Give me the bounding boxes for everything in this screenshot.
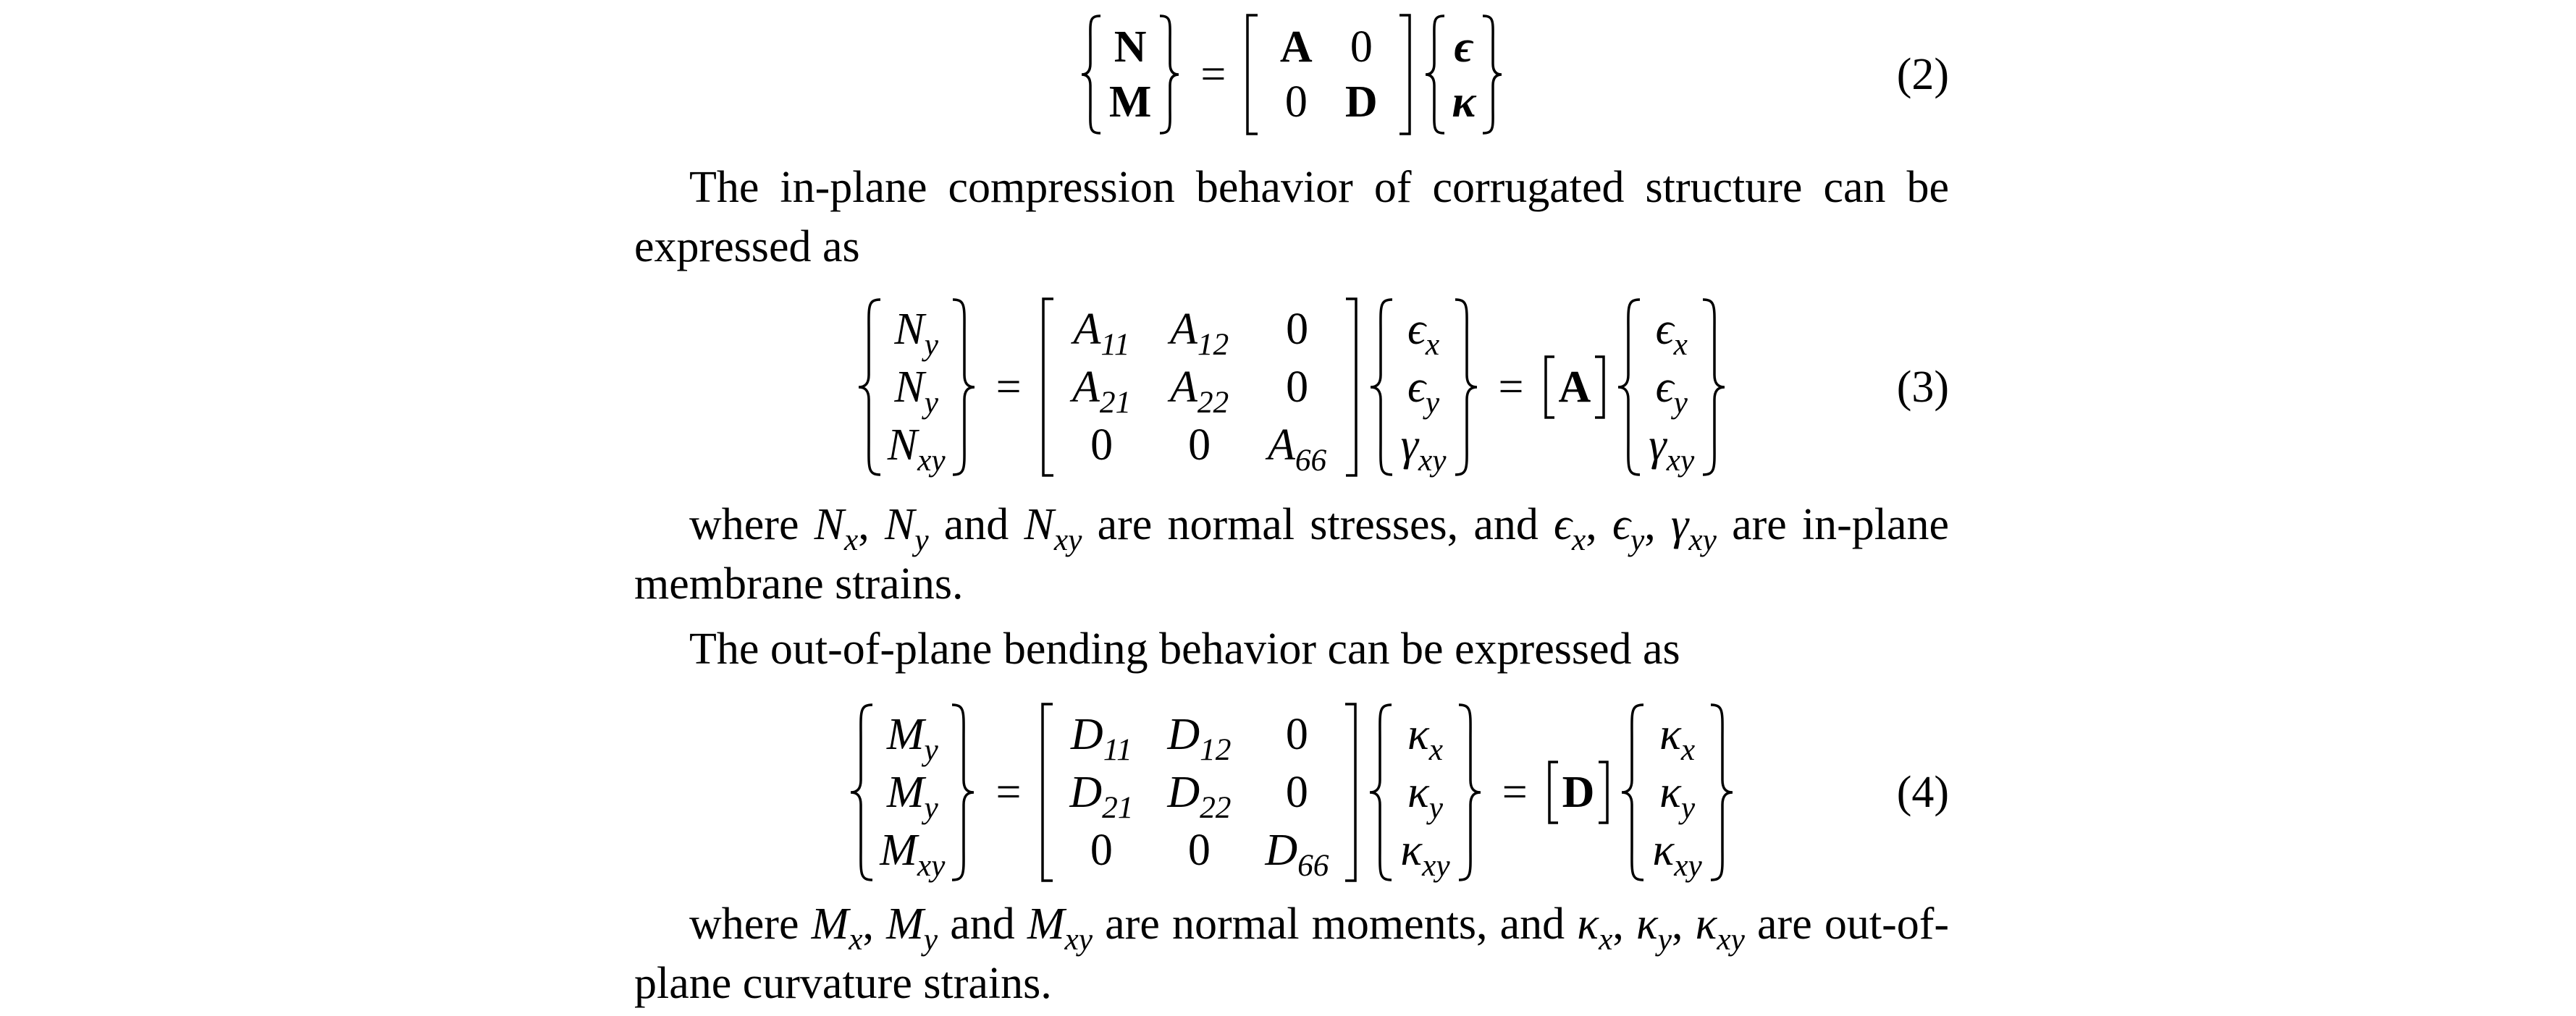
eq3-rhs2-0: $\epsilon_x$ — [1655, 305, 1688, 363]
eq2-lhs-0: N — [1114, 22, 1147, 72]
eq4-lhs-1: $M_y$ — [886, 768, 938, 826]
right-bracket-icon — [1594, 355, 1607, 420]
left-brace-icon — [848, 702, 877, 883]
right-brace-icon — [1478, 13, 1504, 136]
eq3-strain-vector-2 — [1615, 297, 1727, 478]
eq3-lhs-2: $N_{xy}$ — [887, 420, 946, 478]
eq2-rhs-1: κ — [1452, 77, 1476, 127]
eq4-curvature-vector — [1367, 702, 1483, 883]
right-brace-icon — [1455, 702, 1483, 883]
left-brace-icon — [1619, 702, 1648, 883]
eq4-m-1-2: 0 — [1285, 768, 1308, 817]
eq2-matrix — [1245, 13, 1413, 136]
right-brace-icon — [1156, 13, 1182, 136]
equation-3 — [634, 297, 1949, 478]
right-bracket-icon — [1597, 760, 1610, 825]
left-brace-icon — [1079, 13, 1105, 136]
eq3-m-2-1: 0 — [1188, 420, 1211, 470]
right-brace-icon — [1451, 297, 1480, 478]
equation-4-body — [848, 702, 1735, 883]
equation-number-4: (4) — [1896, 768, 1949, 817]
left-brace-icon — [1423, 13, 1449, 136]
paragraph-3: The out-of-plane bending behavior can be expressed as — [689, 625, 1680, 674]
left-bracket-icon — [1245, 13, 1259, 136]
eq4-rhs2-2: $\kappa_{xy}$ — [1652, 826, 1702, 884]
eq3-matrix — [1040, 297, 1359, 478]
eq3-rhs-0: $\epsilon_x$ — [1407, 305, 1440, 363]
eq2-m-0-1: 0 — [1350, 22, 1373, 72]
eq3-strain-vector — [1368, 297, 1480, 478]
eq3-lhs-0: $N_y$ — [894, 305, 938, 363]
right-bracket-icon — [1398, 13, 1413, 136]
eq4-lhs-vector — [848, 702, 977, 883]
eq3-lhs-1: $N_y$ — [894, 363, 938, 420]
eq2-lhs-vector — [1079, 13, 1182, 136]
right-brace-icon — [948, 297, 977, 478]
eq4-m-2-2: $D_{66}$ — [1265, 826, 1329, 884]
eq3-compact-matrix — [1543, 355, 1607, 420]
eq4-m-0-2: 0 — [1285, 710, 1308, 759]
eq3-equals-1: = — [996, 363, 1022, 412]
eq4-compact-D: D — [1562, 768, 1595, 817]
left-brace-icon — [1615, 297, 1644, 478]
eq3-compact-A: A — [1558, 363, 1591, 412]
equation-4 — [634, 702, 1949, 883]
eq4-equals-1: = — [996, 768, 1022, 817]
eq4-rhs-2: $\kappa_{xy}$ — [1400, 826, 1450, 884]
right-bracket-icon — [1344, 297, 1359, 478]
right-brace-icon — [1699, 297, 1727, 478]
eq3-rhs-1: $\epsilon_y$ — [1407, 363, 1440, 420]
paragraph-1: The in-plane compression behavior of corrugated structure can be expressed as — [634, 163, 1949, 271]
eq2-m-1-1: D — [1344, 77, 1378, 127]
eq4-lhs-2: $M_{xy}$ — [880, 826, 946, 884]
eq4-m-1-0: $D_{21}$ — [1069, 768, 1134, 826]
equation-number-2: (2) — [1896, 50, 1949, 99]
eq4-compact-matrix — [1546, 760, 1611, 825]
eq4-rhs-1: $\kappa_y$ — [1407, 768, 1444, 826]
eq4-m-1-1: $D_{22}$ — [1167, 768, 1232, 826]
eq4-m-0-1: $D_{12}$ — [1167, 710, 1232, 768]
eq3-m-1-2: 0 — [1286, 363, 1309, 412]
eq2-equals: = — [1200, 50, 1226, 99]
eq4-rhs-0: $\kappa_x$ — [1407, 710, 1444, 768]
eq3-m-0-2: 0 — [1286, 305, 1309, 354]
eq3-m-0-0: $A_{11}$ — [1073, 305, 1130, 363]
right-bracket-icon — [1344, 702, 1358, 883]
eq4-m-2-1: 0 — [1187, 826, 1211, 875]
eq4-curvature-vector-2 — [1619, 702, 1735, 883]
eq3-m-2-2: $A_{66}$ — [1267, 420, 1327, 478]
eq3-rhs2-1: $\epsilon_y$ — [1655, 363, 1688, 420]
eq4-rhs2-1: $\kappa_y$ — [1659, 768, 1696, 826]
left-bracket-icon — [1040, 297, 1055, 478]
eq3-m-0-1: $A_{12}$ — [1169, 305, 1229, 363]
eq3-rhs2-2: $\gamma_{xy}$ — [1649, 420, 1695, 478]
eq3-m-2-0: 0 — [1090, 420, 1114, 470]
eq3-m-1-1: $A_{22}$ — [1169, 363, 1229, 420]
eq4-equals-2: = — [1502, 768, 1528, 817]
eq4-lhs-0: $M_y$ — [886, 710, 938, 768]
left-brace-icon — [1368, 297, 1397, 478]
eq3-m-1-0: $A_{21}$ — [1072, 363, 1132, 420]
eq2-rhs-vector — [1423, 13, 1504, 136]
eq4-m-0-0: $D_{11}$ — [1070, 710, 1132, 768]
eq3-equals-2: = — [1498, 363, 1524, 412]
eq3-lhs-vector — [856, 297, 977, 478]
eq4-m-2-0: 0 — [1090, 826, 1113, 875]
right-brace-icon — [1706, 702, 1735, 883]
equation-2 — [634, 13, 1949, 136]
eq2-lhs-1: M — [1108, 77, 1152, 127]
eq2-m-1-0: 0 — [1284, 77, 1308, 127]
equation-2-body — [1079, 13, 1504, 136]
eq4-rhs2-0: $\kappa_x$ — [1659, 710, 1696, 768]
eq2-rhs-0: ϵ — [1454, 22, 1474, 72]
paragraph-4: where $M_x$, $M_y$ and $M_{xy}$ are normal moments, and $\kappa_x$, $\kappa_y$, $\kappa_{xy}$ are out-of-plane curvature strains. — [634, 899, 1950, 1008]
paragraph-2: where $N_x$, $N_y$ and $N_{xy}$ are normal stresses, and $\epsilon_x$, $\epsilon_y$, $\gamma_{xy}$ are in-plane membrane strains. — [634, 500, 1950, 609]
left-brace-icon — [856, 297, 885, 478]
eq4-matrix — [1040, 702, 1358, 883]
paper-column — [634, 0, 1949, 1016]
left-brace-icon — [1367, 702, 1396, 883]
right-brace-icon — [948, 702, 977, 883]
left-bracket-icon — [1543, 355, 1556, 420]
eq3-rhs-2: $\gamma_{xy}$ — [1400, 420, 1447, 478]
left-bracket-icon — [1040, 702, 1054, 883]
equation-3-body — [856, 297, 1728, 478]
eq2-m-0-0: A — [1279, 22, 1313, 72]
left-bracket-icon — [1546, 760, 1560, 825]
equation-number-3: (3) — [1896, 363, 1949, 412]
